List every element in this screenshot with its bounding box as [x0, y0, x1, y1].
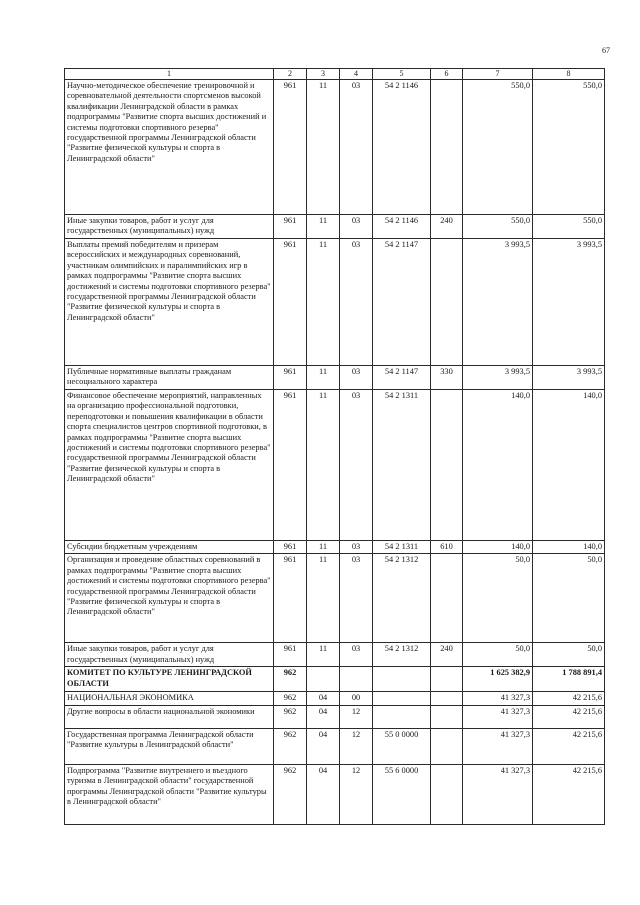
row-target-article [373, 705, 431, 728]
row-name: Иные закупки товаров, работ и услуг для государственных (муниципальных) нужд [65, 643, 274, 667]
table-row [65, 214, 605, 238]
row-ministry-code: 961 [274, 540, 307, 553]
row-target-article: 55 0 0000 [373, 728, 431, 764]
row-target-article: 54 2 1311 [373, 389, 431, 540]
row-amount-year-2: 140,0 [533, 389, 605, 540]
row-amount-year-1: 140,0 [463, 540, 533, 553]
header-cell: 1 [65, 69, 274, 80]
row-target-article: 54 2 1147 [373, 365, 431, 389]
row-ministry-code: 961 [274, 554, 307, 643]
row-expense-type [431, 764, 463, 824]
row-subsection: 03 [340, 540, 373, 553]
table-row [65, 238, 605, 365]
row-amount-year-2: 50,0 [533, 554, 605, 643]
row-amount-year-2: 550,0 [533, 214, 605, 238]
row-target-article [373, 692, 431, 705]
row-amount-year-1: 41 327,3 [463, 764, 533, 824]
table-row [65, 79, 605, 214]
row-amount-year-2: 550,0 [533, 79, 605, 214]
row-section: 11 [307, 540, 340, 553]
row-subsection: 03 [340, 643, 373, 667]
row-amount-year-1: 50,0 [463, 643, 533, 667]
row-expense-type [431, 554, 463, 643]
row-subsection: 03 [340, 389, 373, 540]
table-row [65, 540, 605, 553]
table-row [65, 389, 605, 540]
row-section: 04 [307, 692, 340, 705]
row-amount-year-2: 42 215,6 [533, 705, 605, 728]
row-name: Государственная программа Ленинградской области "Развитие культуры в Ленинградской области" [65, 728, 274, 764]
row-expense-type [431, 728, 463, 764]
row-ministry-code: 961 [274, 643, 307, 667]
row-amount-year-1: 41 327,3 [463, 705, 533, 728]
header-cell: 4 [340, 69, 373, 80]
row-expense-type: 240 [431, 214, 463, 238]
row-section: 11 [307, 365, 340, 389]
row-ministry-code: 961 [274, 389, 307, 540]
row-expense-type [431, 79, 463, 214]
row-name: КОМИТЕТ ПО КУЛЬТУРЕ ЛЕНИНГРАДСКОЙ ОБЛАСТИ [65, 667, 274, 692]
row-target-article: 54 2 1312 [373, 643, 431, 667]
table-row [65, 728, 605, 764]
row-subsection [340, 667, 373, 692]
row-ministry-code: 962 [274, 728, 307, 764]
row-subsection: 00 [340, 692, 373, 705]
row-amount-year-2: 140,0 [533, 540, 605, 553]
row-subsection: 12 [340, 764, 373, 824]
row-subsection: 03 [340, 365, 373, 389]
row-expense-type [431, 705, 463, 728]
row-section: 11 [307, 214, 340, 238]
budget-table [64, 68, 605, 825]
table-row [65, 764, 605, 824]
row-amount-year-2: 3 993,5 [533, 365, 605, 389]
row-target-article: 54 2 1147 [373, 238, 431, 365]
row-subsection: 12 [340, 728, 373, 764]
row-target-article: 55 6 0000 [373, 764, 431, 824]
row-ministry-code: 961 [274, 214, 307, 238]
row-amount-year-1: 50,0 [463, 554, 533, 643]
row-ministry-code: 962 [274, 692, 307, 705]
row-name: Выплаты премий победителям и призерам всероссийских и международных соревнований, участникам олимпийских и паралимпийских игр в рамках подпрограммы "Развитие спорта высших достижений и системы подготовки спортивного резерва" государственной программы Ленинградской области "Развитие физической культуры и спорта в Ленинградской области" [65, 238, 274, 365]
header-cell: 6 [431, 69, 463, 80]
row-name: НАЦИОНАЛЬНАЯ ЭКОНОМИКА [65, 692, 274, 705]
row-section: 04 [307, 728, 340, 764]
row-expense-type: 330 [431, 365, 463, 389]
row-amount-year-1: 3 993,5 [463, 365, 533, 389]
row-expense-type [431, 238, 463, 365]
row-amount-year-2: 3 993,5 [533, 238, 605, 365]
row-subsection: 03 [340, 214, 373, 238]
row-target-article: 54 2 1146 [373, 79, 431, 214]
row-section: 11 [307, 389, 340, 540]
row-section: 11 [307, 238, 340, 365]
table-row [65, 643, 605, 667]
row-amount-year-2: 1 788 891,4 [533, 667, 605, 692]
row-subsection: 03 [340, 238, 373, 365]
table-row [65, 554, 605, 643]
page-number: 67 [602, 46, 610, 55]
row-name: Публичные нормативные выплаты гражданам несоциального характера [65, 365, 274, 389]
row-target-article: 54 2 1146 [373, 214, 431, 238]
row-name: Другие вопросы в области национальной экономики [65, 705, 274, 728]
row-subsection: 12 [340, 705, 373, 728]
row-ministry-code: 962 [274, 764, 307, 824]
row-amount-year-2: 50,0 [533, 643, 605, 667]
row-expense-type [431, 692, 463, 705]
row-section: 04 [307, 764, 340, 824]
row-amount-year-1: 140,0 [463, 389, 533, 540]
row-target-article: 54 2 1311 [373, 540, 431, 553]
row-expense-type [431, 389, 463, 540]
row-ministry-code: 961 [274, 79, 307, 214]
row-name: Субсидии бюджетным учреждениям [65, 540, 274, 553]
row-amount-year-2: 42 215,6 [533, 692, 605, 705]
table-row [65, 692, 605, 705]
row-amount-year-1: 3 993,5 [463, 238, 533, 365]
row-target-article: 54 2 1312 [373, 554, 431, 643]
row-amount-year-2: 42 215,6 [533, 728, 605, 764]
row-name: Организация и проведение областных соревнований в рамках подпрограммы "Развитие спорта высших достижений и системы подготовки спортивного резерва" государственной программы Ленинградской области "Развитие физической культуры и спорта в Ленинградской области" [65, 554, 274, 643]
row-expense-type: 610 [431, 540, 463, 553]
row-amount-year-1: 41 327,3 [463, 692, 533, 705]
row-name: Подпрограмма "Развитие внутреннего и въездного туризма в Ленинградской области" государственной программы Ленинградской области "Развитие культуры в Ленинградской области" [65, 764, 274, 824]
table-row [65, 667, 605, 692]
row-subsection: 03 [340, 79, 373, 214]
row-name: Иные закупки товаров, работ и услуг для государственных (муниципальных) нужд [65, 214, 274, 238]
row-name: Научно-методическое обеспечение тренировочной и соревновательной деятельности спортсменов высокой квалификации Ленинградской области в рамках подпрограммы "Развитие спорта высших достижений и системы подготовки спортивного резерва" государственной программы Ленинградской области "Развитие физической культуры и спорта в Ленинградской области" [65, 79, 274, 214]
row-ministry-code: 961 [274, 238, 307, 365]
row-name: Финансовое обеспечение мероприятий, направленных на организацию профессиональной подготовки, переподготовки и повышения квалификации в области спорта специалистов центров спортивной подготовки, в рамках подпрограммы "Развитие спорта высших достижений и системы подготовки спортивного резерва" государственной программы Ленинградской области "Развитие физической культуры и спорта в Ленинградской области" [65, 389, 274, 540]
row-ministry-code: 961 [274, 365, 307, 389]
row-amount-year-2: 42 215,6 [533, 764, 605, 824]
table-row [65, 705, 605, 728]
row-ministry-code: 962 [274, 667, 307, 692]
row-section: 11 [307, 79, 340, 214]
header-cell: 5 [373, 69, 431, 80]
row-expense-type [431, 667, 463, 692]
table-row [65, 365, 605, 389]
row-amount-year-1: 41 327,3 [463, 728, 533, 764]
table-header-row [65, 69, 605, 80]
row-section: 11 [307, 554, 340, 643]
row-section [307, 667, 340, 692]
row-amount-year-1: 1 625 382,9 [463, 667, 533, 692]
row-section: 11 [307, 643, 340, 667]
row-amount-year-1: 550,0 [463, 214, 533, 238]
row-section: 04 [307, 705, 340, 728]
header-cell: 8 [533, 69, 605, 80]
header-cell: 2 [274, 69, 307, 80]
header-cell: 3 [307, 69, 340, 80]
row-target-article [373, 667, 431, 692]
row-expense-type: 240 [431, 643, 463, 667]
row-amount-year-1: 550,0 [463, 79, 533, 214]
row-subsection: 03 [340, 554, 373, 643]
header-cell: 7 [463, 69, 533, 80]
row-ministry-code: 962 [274, 705, 307, 728]
